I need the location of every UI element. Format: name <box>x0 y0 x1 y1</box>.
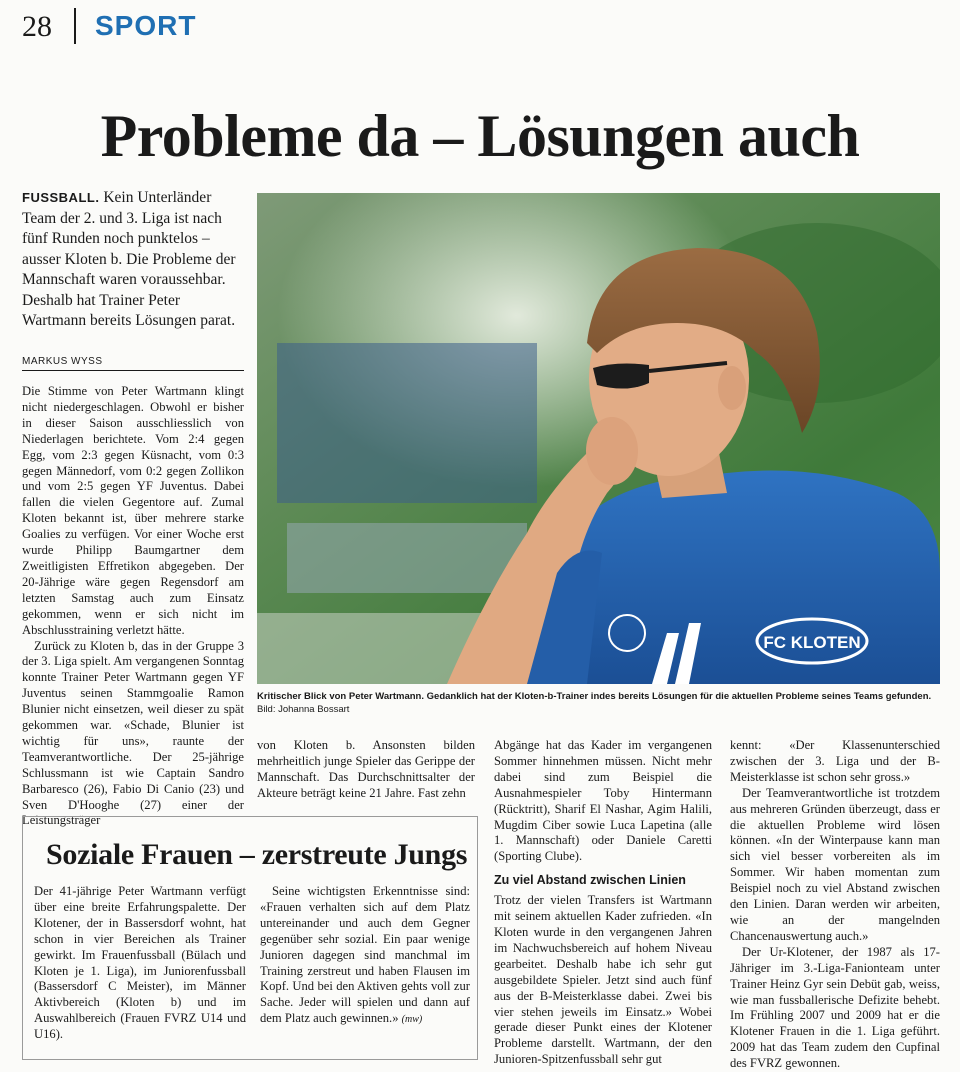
paragraph: Trotz der vielen Transfers ist Wartmann mit seinem aktuellen Kader zufrieden. «In Kloten wurde in den vergangenen Jahren im Nachwuchsbereich auf hohem Niveau gearbeitet. Deshalb habe ich sehr gut ausgebildete Spieler. Jetzt sind auch fünf aus der B-Meisterklasse dabei. Zwei bis vier stehen jeweils im Einsatz.» Wobei gerade dieser Punkt eines der Klotener Probleme darstellt. Wartmann, der den Junioren-Spitzenfussball sehr gut <box>494 893 712 1067</box>
paragraph: Abgänge hat das Kader im vergangenen Sommer hinnehmen müssen. Nicht mehr dabei sind zum Beispiel die Ausnahmespieler Toby Hintermann (Rücktritt), Sharif El Nashar, Agim Halili, Mugdim Ciber sowie Luca Lapetina (alle 1. Mannschaft) oder Daniele Caretti (Sporting Clube). <box>494 738 712 864</box>
article-column-1 <box>22 384 244 829</box>
author-byline: MARKUS WYSS <box>22 356 103 367</box>
paragraph: Zurück zu Kloten b, das in der Gruppe 3 der 3. Liga spielt. Am vergangenen Sonntag konnte Trainer Peter Wartmann gegen YF Juventus seinen Stammgoalie Ramon Blunier nicht einsetzen, weil dieser zu spät gekommen war. «Schade, Blunier ist wichtig für uns», raunte der Teamverantwortliche. Der 25-jährige Schlussmann ist wie Captain Sandro Barbaresco (26), Fabio Di Canio (23) und Sven D'Hooghe (27) einer der Leistungsträger <box>22 638 244 828</box>
paragraph: Der 41-jährige Peter Wartmann verfügt über eine breite Erfahrungspalette. Der Klotener, der in Bassersdorf wohnt, hat schon in vier Bereichen als Trainer gewirkt. Im Frauenfussball (Bülach und Kloten je 1. Liga), im Juniorenfussball (Bassersdorf C Meister), im Männer Aktivbereich (Kloten b) und im Auswahlbereich (Frauen FVRZ U14 und U16). <box>34 884 246 1042</box>
section-title: SPORT <box>95 10 197 41</box>
paragraph: Die Stimme von Peter Wartmann klingt nicht niedergeschlagen. Obwohl er bisher in dieser Saison ausschliesslich von Niederlagen berichtete. Vom 2:4 gegen Egg, vom 2:3 gegen Küsnacht, vom 0:3 gegen Männedorf, vom 0:2 gegen Zollikon und vom 2:5 gegen YF Juventus. Dabei fallen die vielen Gegentore auf. Zumal Kloten bekannt ist, über mehrere starke Goalies zu verfügen. Vor einer Woche erst wurde Philipp Baumgartner dem Zweitligisten Effretikon abgegeben. Der 20-Jährige wäre gegen Regensdorf am letzten Samstag auch zum Einsatz gekommen, wenn er sich nicht im Abschlusstraining verletzt hätte. <box>22 384 244 637</box>
coach-photo <box>257 193 940 684</box>
article-lead <box>22 188 244 332</box>
author-signature: (mw) <box>401 1014 423 1026</box>
article-column-4 <box>730 738 940 1072</box>
byline-divider <box>22 370 244 371</box>
paragraph: von Kloten b. Ansonsten bilden mehrheitlich junge Spieler das Gerippe der Mannschaft. Das Durchschnittsalter der Akteure beträgt keine 21 Jahre. Fast zehn <box>257 738 475 800</box>
article-headline: Probleme da – Lösungen auch <box>100 103 860 169</box>
paragraph: kennt: «Der Klassenunterschied zwischen der 3. Liga und der B-Meisterklasse ist schon sehr gross.» <box>730 738 940 784</box>
photo-credit: Bild: Johanna Bossart <box>257 704 350 715</box>
paragraph: Der Teamverantwortliche ist trotzdem aus mehreren Gründen überzeugt, dass er die aktuellen Probleme wird lösen können. «In der Winterpause kann man sich viel besser vorbereiten als im Sommer. Wir haben momentan zum Beispiel noch zu viel Abstand zwischen den Linien. Daran werden wir arbeiten, wie an der mangelnden Chancenauswertung auch.» <box>730 785 940 943</box>
box-column-2 <box>260 884 470 1028</box>
lead-text: Kein Unterländer Team der 2. und 3. Liga ist nach fünf Runden noch punktelos – ausser Kloten b. Die Probleme der Mannschaft waren voraussehbar. Deshalb hat Trainer Peter Wartmann bereits Lösungen parat. <box>22 189 236 329</box>
page-number: 28 <box>22 10 52 43</box>
coach-photo-illustration <box>257 193 940 684</box>
caption-text: Kritischer Blick von Peter Wartmann. Gedanklich hat der Kloten-b-Trainer indes bereits Lösungen für die aktuellen Probleme seines Teams gefunden. <box>257 691 932 702</box>
lead-tag: FUSSBALL. <box>22 190 100 205</box>
paragraph: Der Ur-Klotener, der 1987 als 17-Jähriger im 3.-Liga-Fanionteam unter Trainer Heinz Gyr sein Debüt gab, weiss, wie man fussballerische Defizite behebt. Im Frühling 2007 und 2009 hat er die Klotener Frauen in die 1. Liga geführt. 2009 hat das Team zudem den Cupfinal des FVRZ gewonnen. <box>730 944 940 1071</box>
article-column-2 <box>257 738 475 802</box>
photo-caption <box>257 690 940 716</box>
shirt-logo-text: FC KLOTEN <box>763 633 861 652</box>
article-column-3 <box>494 738 712 1068</box>
subheading: Zu viel Abstand zwischen Linien <box>494 873 686 888</box>
box-column-1 <box>34 884 246 1043</box>
box-quote: Seine wichtigsten Erkenntnisse sind: «Frauen verhalten sich auf dem Platz untereinander und auch dem Gegner gegenüber sehr sozial. Ein paar wenige Junioren dagegen sind manchmal im Training zerstreut und haben Flausen im Kopf. Und bei den Aktiven gehts voll zur Sache. Jeder will spielen und dann auf dem Platz auch gewinnen.» <box>260 884 470 1026</box>
header-divider <box>74 8 76 44</box>
paragraph <box>260 884 470 1028</box>
box-title: Soziale Frauen – zerstreute Jungs <box>46 838 468 871</box>
